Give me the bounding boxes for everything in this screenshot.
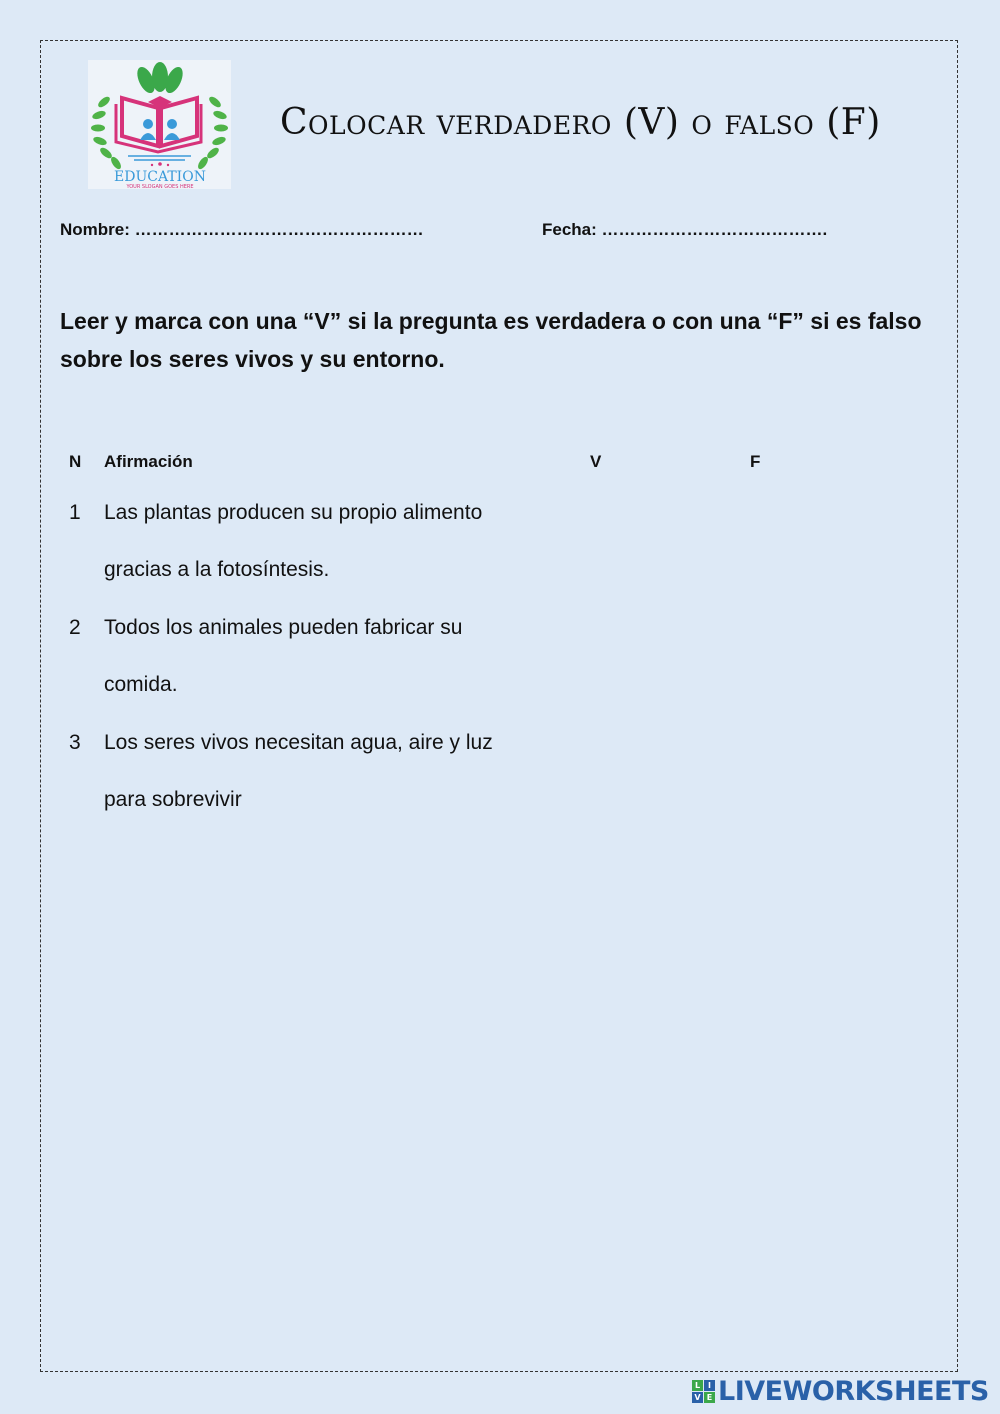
statement-line: Todos los animales pueden fabricar su	[104, 616, 463, 639]
page-title: Colocar verdadero (V) o falso (F)	[280, 102, 881, 143]
brand-name: LIVEWORKSHEETS	[718, 1375, 989, 1407]
statement-line: Las plantas producen su propio alimento	[104, 501, 483, 524]
statement-line: Los seres vivos necesitan agua, aire y luz	[104, 731, 493, 754]
statement-line: para sobrevivir	[104, 788, 242, 811]
nombre-field[interactable]: Nombre: ……………………………………………	[60, 220, 424, 239]
header-afirmacion: Afirmación	[104, 452, 193, 471]
fecha-field[interactable]: Fecha: ………………………………….	[542, 220, 828, 239]
statement-line: comida.	[104, 673, 178, 696]
liveworksheets-icon: L I V E	[692, 1380, 715, 1403]
header-v: V	[590, 452, 602, 471]
row-number: 1	[69, 501, 81, 524]
header-f: F	[750, 452, 761, 471]
row-number: 3	[69, 731, 81, 754]
header-n: N	[69, 452, 82, 471]
liveworksheets-logo	[692, 1374, 989, 1408]
instruction-text: Leer y marca con una “V” si la pregunta es verdadera o con una “F” si es falso sobre los seres vivos y su entorno.	[60, 308, 922, 372]
logo-slogan: YOUR SLOGAN GOES HERE	[126, 184, 194, 189]
row-number: 2	[69, 616, 81, 639]
education-logo	[88, 60, 231, 189]
statement-line: gracias a la fotosíntesis.	[104, 558, 330, 581]
logo-word: EDUCATION	[114, 169, 206, 185]
